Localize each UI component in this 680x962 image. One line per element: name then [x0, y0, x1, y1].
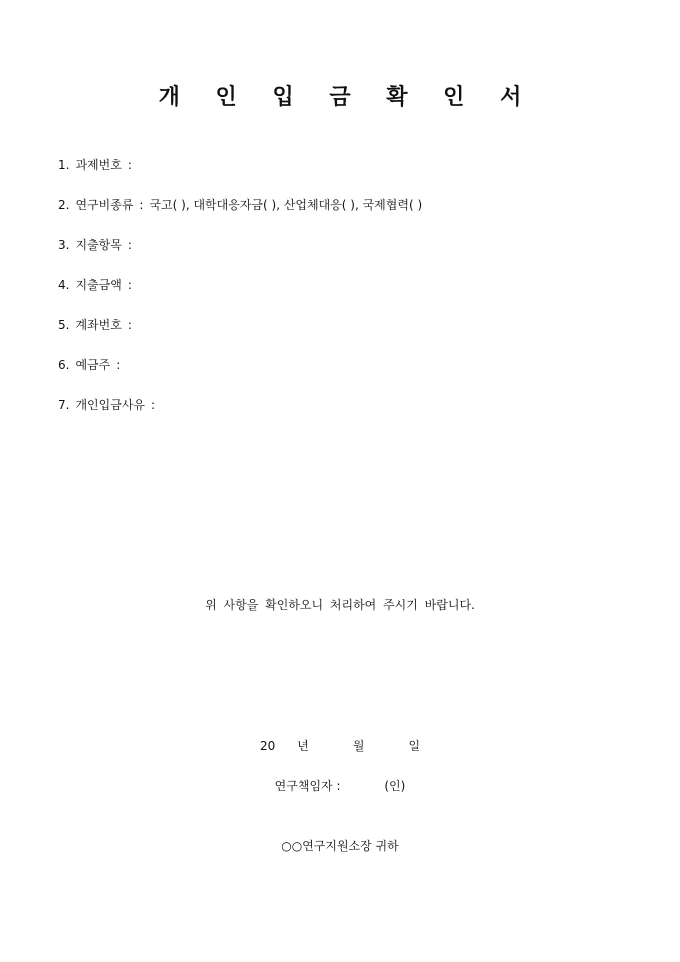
item-label: 연구비종류 [75, 198, 134, 212]
item-separator: : [139, 198, 144, 212]
item-value: 국고( ), 대학대응자금( ), 산업체대응( ), 국제협력( ) [149, 198, 423, 212]
item-number: 7. [58, 398, 70, 412]
seal-mark: (인) [384, 779, 406, 793]
item-label: 계좌번호 [75, 318, 122, 332]
item-label: 지출금액 [75, 278, 122, 292]
document-title: 개 인 입 금 확 인 서 [158, 84, 536, 110]
item-number: 5. [58, 318, 70, 332]
date-month-unit: 월 [352, 739, 365, 753]
confirmation-statement: 위 사항을 확인하오니 처리하여 주시기 바랍니다. [205, 598, 475, 612]
item-number: 4. [58, 278, 70, 292]
recipient-line: ○○연구지원소장 귀하 [281, 839, 399, 853]
item-project-number [58, 156, 138, 173]
signer-line [0, 777, 680, 794]
item-fund-type [58, 196, 422, 213]
item-separator: : [116, 358, 121, 372]
date-year-unit: 년 [297, 739, 309, 753]
item-number: 3. [58, 238, 70, 252]
date-year-prefix: 20 [259, 739, 276, 753]
item-account-holder [58, 356, 126, 373]
item-separator: : [127, 158, 132, 172]
item-number: 2. [58, 198, 70, 212]
item-number: 1. [58, 158, 70, 172]
item-number: 6. [58, 358, 70, 372]
item-separator: : [127, 318, 132, 332]
item-separator: : [127, 238, 132, 252]
item-account-number [58, 316, 138, 333]
date-line [0, 737, 680, 754]
item-expense-category [58, 236, 138, 253]
item-label: 지출항목 [75, 238, 122, 252]
item-expense-amount [58, 276, 138, 293]
date-day-unit: 일 [408, 739, 421, 753]
item-separator: : [127, 278, 132, 292]
signer-label: 연구책임자 [274, 779, 333, 793]
item-label: 개인입금사유 [75, 398, 146, 412]
signer-separator: : [336, 779, 341, 793]
item-separator: : [151, 398, 156, 412]
item-label: 과제번호 [75, 158, 122, 172]
item-deposit-reason [58, 396, 161, 413]
item-label: 예금주 [75, 358, 111, 372]
